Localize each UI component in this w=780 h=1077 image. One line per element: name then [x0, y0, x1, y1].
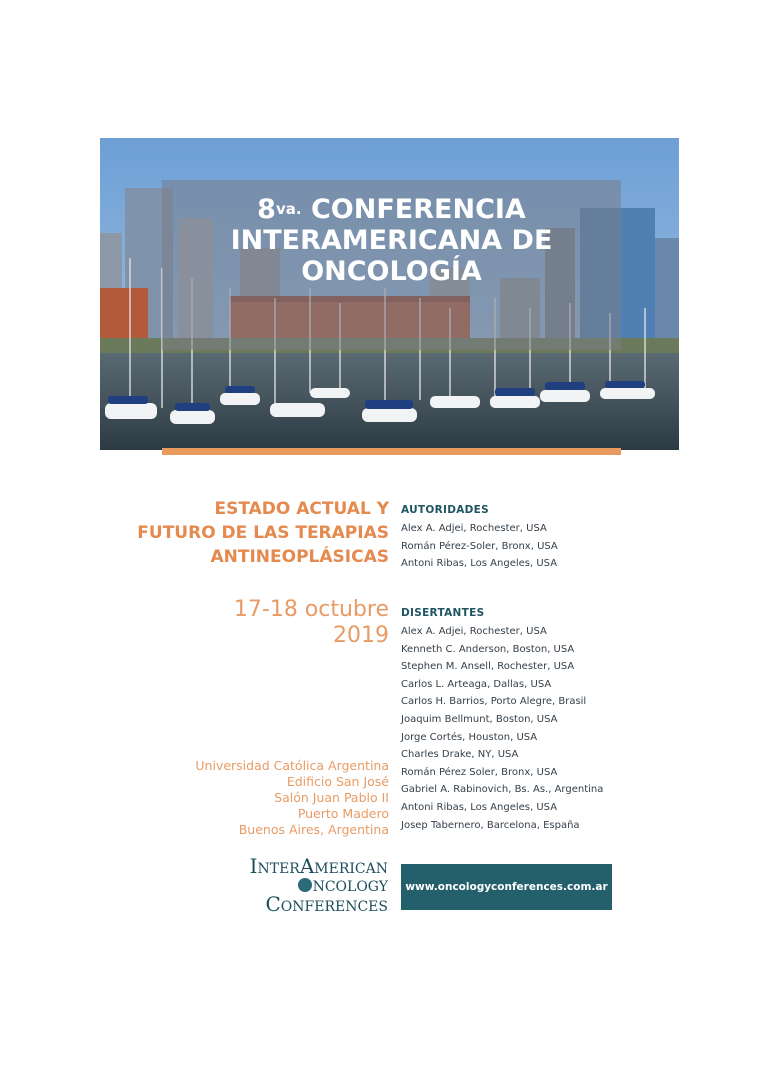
venue-line: Buenos Aires, Argentina [238, 822, 389, 837]
website-banner[interactable] [401, 864, 612, 910]
speaker-item: Carlos H. Barrios, Porto Alegre, Brasil [401, 696, 587, 708]
logo-cap: I [249, 854, 258, 878]
title-ordinal-suffix: va. [275, 200, 302, 218]
logo-text: ONFERENCES [280, 899, 388, 915]
hero-banner [100, 138, 679, 450]
title-line1: CONFERENCIA [310, 194, 526, 225]
conference-dates [234, 597, 389, 649]
authority-item: Alex A. Adjei, Rochester, USA [401, 523, 547, 534]
website-link[interactable]: www.oncologyconferences.com.ar [405, 881, 608, 893]
venue-address [195, 758, 389, 838]
speaker-item: Gabriel A. Rabinovich, Bs. As., Argentina [401, 784, 604, 796]
logo-line2 [236, 878, 388, 896]
logo-text: MERICAN [314, 861, 388, 877]
globe-icon [298, 878, 312, 892]
speaker-item: Alex A. Adjei, Rochester, USA [401, 626, 547, 637]
venue-line: Salón Juan Pablo II [274, 790, 389, 805]
title-overlay [162, 180, 621, 350]
dates-line2: 2019 [333, 623, 389, 648]
speaker-item: Antoni Ribas, Los Angeles, USA [401, 801, 558, 813]
logo-line3 [236, 892, 388, 916]
organizer-logo [236, 854, 388, 916]
speakers-section [401, 606, 603, 834]
speaker-item: Román Pérez Soler, Bronx, USA [401, 766, 558, 778]
logo-text: NTER [257, 861, 300, 877]
speaker-item: Jorge Cortés, Houston, USA [401, 731, 538, 743]
title-ordinal: 8 [257, 194, 276, 225]
authority-item: Román Pérez-Soler, Bronx, USA [401, 540, 558, 552]
subtitle-line3: ANTINEOPLÁSICAS [210, 547, 389, 567]
dates-line1: 17-18 octubre [233, 597, 389, 622]
logo-cap: C [265, 892, 281, 916]
speaker-item: Kenneth C. Anderson, Boston, USA [401, 643, 575, 655]
logo-text: NCOLOGY [312, 879, 388, 895]
speaker-item: Charles Drake, NY, USA [401, 749, 519, 761]
speaker-item: Josep Tabernero, Barcelona, España [401, 819, 580, 831]
speaker-item: Carlos L. Arteaga, Dallas, USA [401, 678, 552, 690]
authority-item: Antoni Ribas, Los Angeles, USA [401, 558, 558, 570]
venue-line: Puerto Madero [297, 806, 389, 821]
subtitle-line1: ESTADO ACTUAL Y [214, 499, 389, 519]
subtitle-line2: FUTURO DE LAS TERAPIAS [137, 523, 389, 543]
speaker-item: Stephen M. Ansell, Rochester, USA [401, 661, 575, 673]
venue-line: Edificio San José [286, 774, 389, 789]
authorities-section [401, 503, 558, 573]
title-line2: INTERAMERICANA DE [230, 225, 553, 256]
conference-title [162, 194, 621, 287]
speakers-heading: DISERTANTES [401, 607, 485, 619]
logo-cap: A [299, 854, 315, 878]
venue-line: Universidad Católica Argentina [195, 758, 389, 773]
conference-subtitle [137, 497, 389, 569]
speaker-item: Joaquim Bellmunt, Boston, USA [401, 713, 558, 725]
authorities-heading: AUTORIDADES [401, 504, 490, 516]
logo-line1 [236, 854, 388, 878]
accent-bar [162, 448, 621, 455]
title-line3: ONCOLOGÍA [301, 256, 482, 287]
